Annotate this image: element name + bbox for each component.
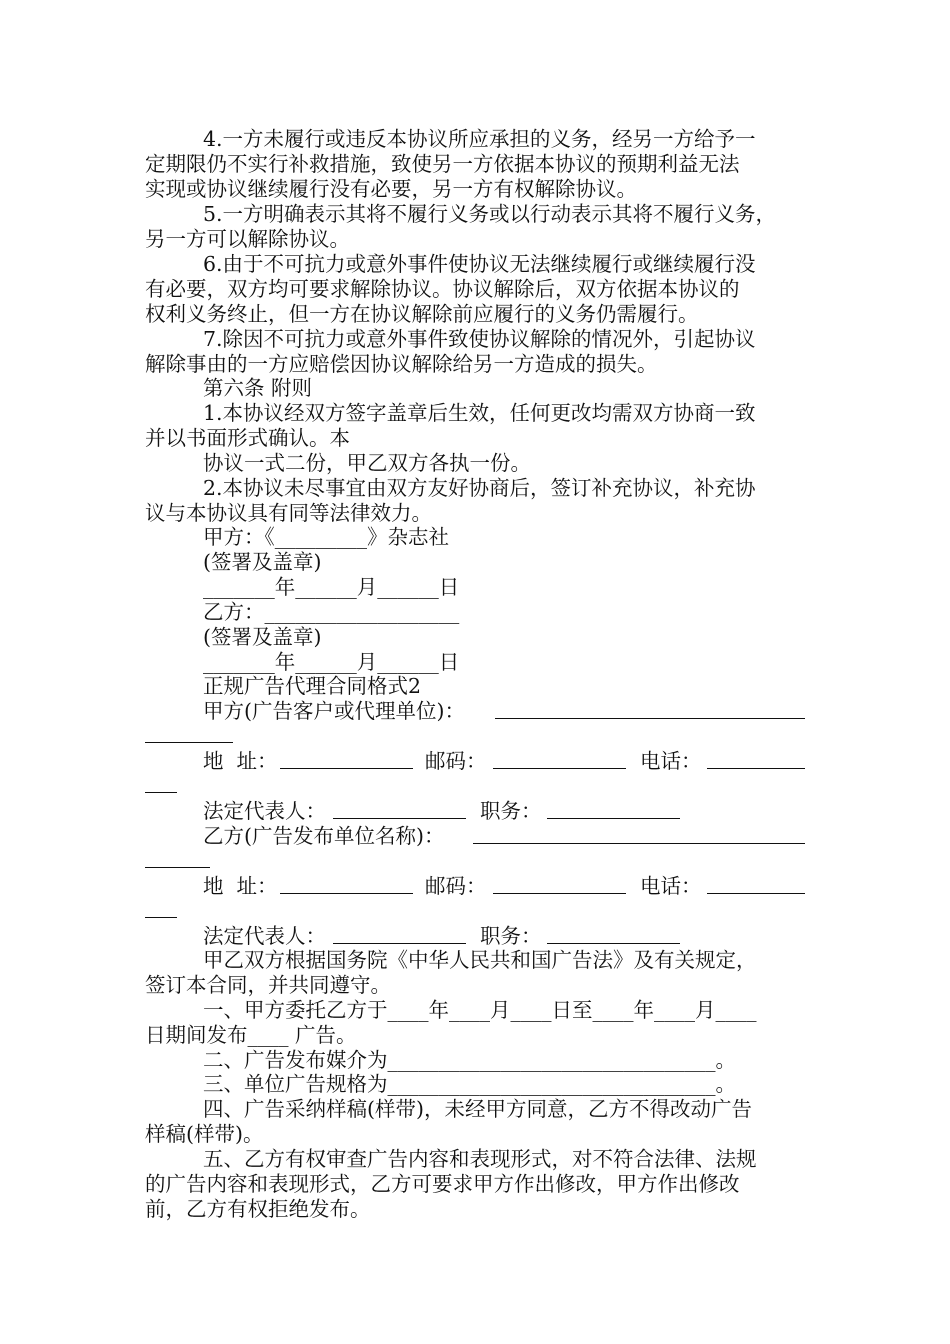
paragraph-line: 另一方可以解除协议。 [145,227,350,251]
party-b-label: 乙方(广告发布单位名称)： [203,824,445,848]
date-line: _______年______月______日 [203,575,460,599]
position-label: 职务： [480,924,542,948]
paragraph-line: 2.本协议未尽事宜由双方友好协商后，签订补充协议，补充协 [203,476,756,500]
postcode-blank [493,768,626,769]
phone-label: 电话： [640,749,702,773]
clause-line: 四、广告采纳样稿(样带)，未经甲方同意，乙方不得改动广告 [203,1097,752,1121]
clause-line: 一、甲方委托乙方于____年____月____日至____年____月____ [203,998,757,1022]
legal-rep-blank [333,818,466,819]
paragraph-line: 1.本协议经双方签字盖章后生效，任何更改均需双方协商一致 [203,401,756,425]
address-blank [280,768,413,769]
clause-line: 样稿(样带)。 [145,1122,264,1146]
paragraph-line: 解除事由的一方应赔偿因协议解除给另一方造成的损失。 [145,352,658,376]
party-a-blank [495,718,805,719]
paragraph-line: 并以书面形式确认。本 [145,426,350,450]
clause-line: 二、广告发布媒介为________________________________。 [203,1048,736,1072]
paragraph-line: 协议一式二份，甲乙双方各执一份。 [203,451,531,475]
party-b-signature-line: 乙方：___________________ [203,600,460,624]
position-blank [547,818,680,819]
address-label: 地 址： [203,874,278,898]
clause-line: 前，乙方有权拒绝发布。 [145,1197,371,1221]
postcode-label: 邮码： [425,874,487,898]
paragraph-line: 实现或协议继续履行没有必要，另一方有权解除协议。 [145,177,637,201]
clause-line: 五、乙方有权审查广告内容和表现形式，对不符合法律、法规 [203,1147,757,1171]
position-blank [547,943,680,944]
paragraph-line: 甲乙双方根据国务院《中华人民共和国广告法》及有关规定， [203,948,757,972]
contract-title: 正规广告代理合同格式2 [203,674,422,698]
paragraph-line: 权利义务终止，但一方在协议解除前应履行的义务仍需履行。 [145,302,699,326]
legal-rep-label: 法定代表人： [203,924,326,948]
phone-blank [707,768,805,769]
party-a-label: 甲方(广告客户或代理单位)： [203,699,465,723]
signature-note: (签署及盖章) [203,550,322,574]
position-label: 职务： [480,799,542,823]
phone-blank-continued [145,917,177,918]
party-b-blank [473,843,805,844]
party-a-signature-line: 甲方：《_________》杂志社 [203,525,449,549]
section-heading: 第六条 附则 [203,376,313,400]
paragraph-line: 有必要，双方均可要求解除协议。协议解除后，双方依据本协议的 [145,277,740,301]
legal-rep-blank [333,943,466,944]
paragraph-line: 4.一方未履行或违反本协议所应承担的义务，经另一方给予一 [203,127,756,151]
clause-line: 的广告内容和表现形式，乙方可要求甲方作出修改，甲方作出修改 [145,1172,740,1196]
postcode-blank [493,893,626,894]
paragraph-line: 6.由于不可抗力或意外事件使协议无法继续履行或继续履行没 [203,252,756,276]
phone-label: 电话： [640,874,702,898]
paragraph-line: 定期限仍不实行补救措施，致使另一方依据本协议的预期利益无法 [145,152,740,176]
party-b-blank-continued [145,867,210,868]
postcode-label: 邮码： [425,749,487,773]
party-a-blank-continued [145,742,233,743]
address-label: 地 址： [203,749,278,773]
paragraph-line: 5.一方明确表示其将不履行义务或以行动表示其将不履行义务， [203,202,777,226]
paragraph-line: 议与本协议具有同等法律效力。 [145,501,432,525]
legal-rep-label: 法定代表人： [203,799,326,823]
clause-line: 三、单位广告规格为________________________________。 [203,1072,736,1096]
phone-blank-continued [145,792,177,793]
clause-line: 日期间发布____ 广告。 [145,1023,357,1047]
paragraph-line: 7.除因不可抗力或意外事件致使协议解除的情况外，引起协议 [203,327,756,351]
phone-blank [707,893,805,894]
date-line: _______年______月______日 [203,650,460,674]
address-blank [280,893,413,894]
paragraph-line: 签订本合同，并共同遵守。 [145,973,391,997]
signature-note: (签署及盖章) [203,625,322,649]
